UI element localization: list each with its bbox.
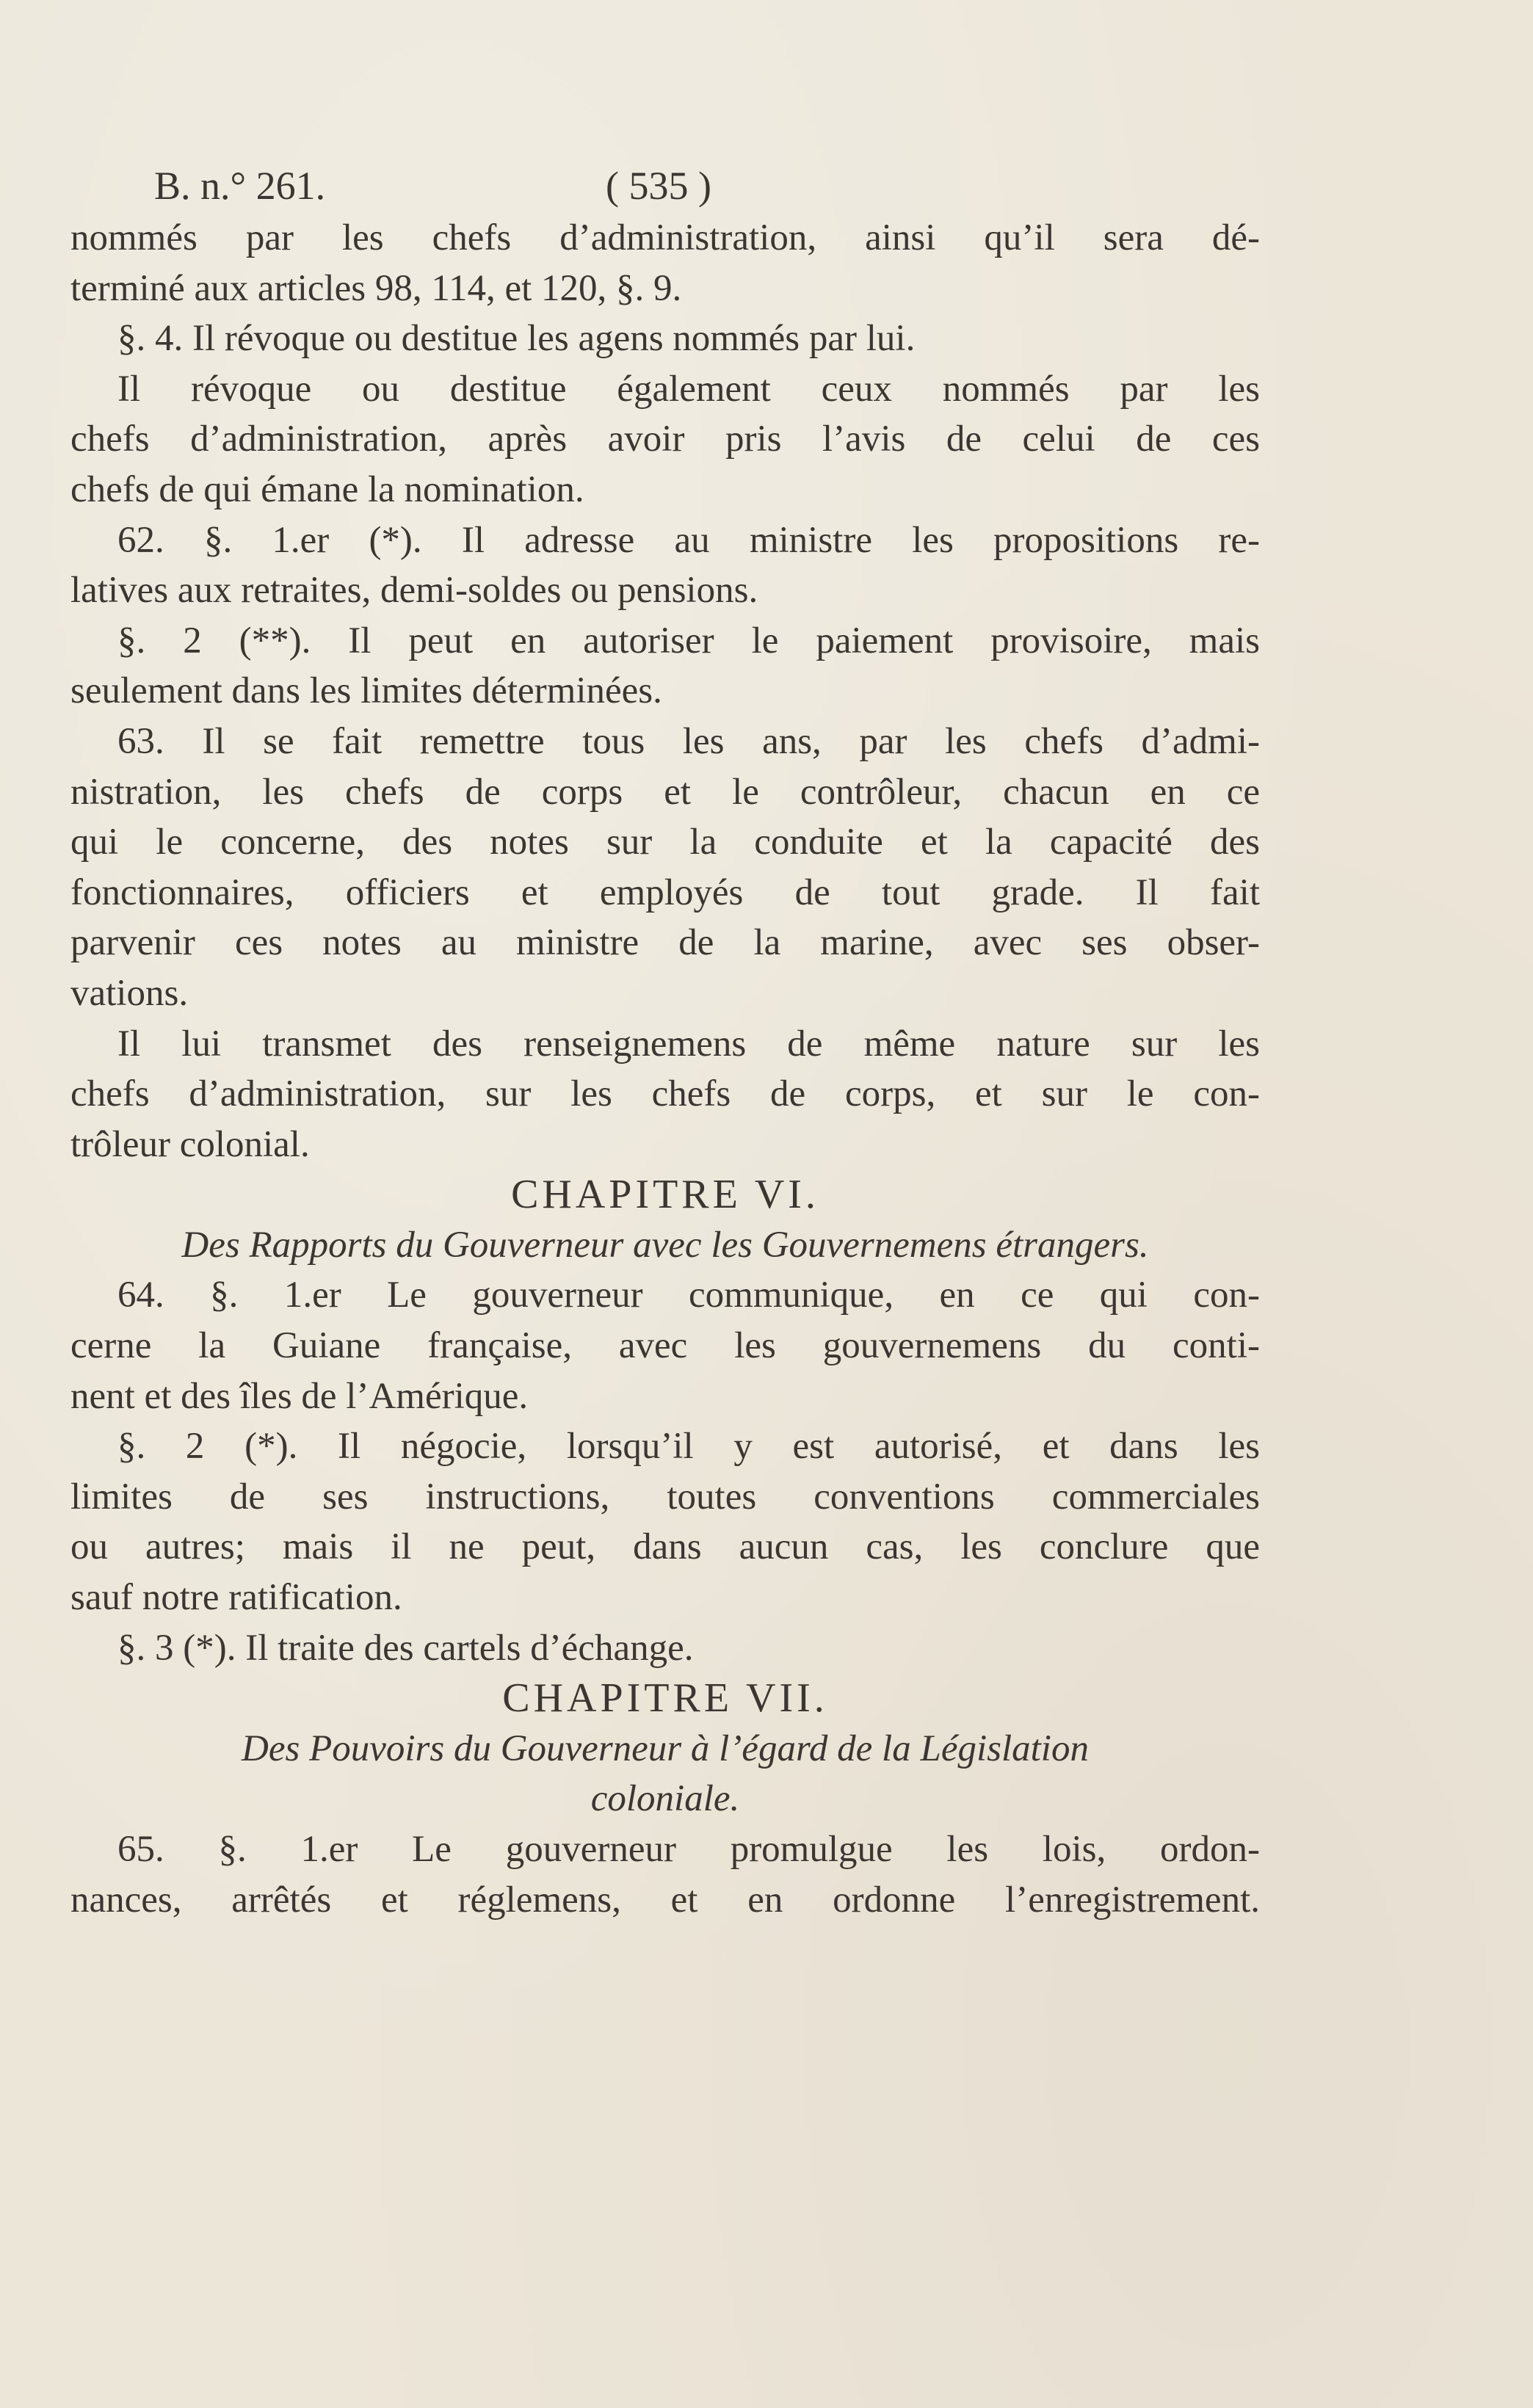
text-line: vations. bbox=[70, 972, 189, 1014]
text-line: chefs d’administration, après avoir pris l’avis de celui de ces bbox=[70, 418, 1260, 460]
text-line: §. 2 (*). Il négocie, lorsqu’il y est autorisé, et dans les bbox=[117, 1426, 1260, 1468]
bulletin-number: B. n.° 261. bbox=[154, 164, 326, 208]
text-line: ou autres; mais il ne peut, dans aucun cas, les conclure que bbox=[70, 1526, 1260, 1568]
text-line: parvenir ces notes au ministre de la marine, avec ses obser- bbox=[70, 922, 1260, 964]
text-line: §. 3 (*). Il traite des cartels d’échange. bbox=[117, 1627, 694, 1669]
text-line: latives aux retraites, demi-soldes ou pensions. bbox=[70, 570, 758, 612]
chapter-heading: CHAPITRE VII. bbox=[502, 1675, 828, 1722]
text-line: trôleur colonial. bbox=[70, 1123, 310, 1165]
text-line: Il révoque ou destitue également ceux nommés par les bbox=[117, 368, 1260, 410]
text-line: nances, arrêtés et réglemens, et en ordonne l’enregistrement. bbox=[70, 1879, 1260, 1921]
text-line: qui le concerne, des notes sur la conduite et la capacité des bbox=[70, 822, 1260, 863]
text-line: Il lui transmet des renseignemens de même nature sur les bbox=[117, 1023, 1260, 1065]
chapter-subtitle: Des Rapports du Gouverneur avec les Gouvernemens étrangers. bbox=[181, 1224, 1149, 1266]
chapter-subtitle: coloniale. bbox=[590, 1778, 740, 1820]
text-line: 63. Il se fait remettre tous les ans, par les chefs d’admi- bbox=[117, 720, 1260, 762]
text-line: 64. §. 1.er Le gouverneur communique, en ce qui con- bbox=[117, 1274, 1260, 1316]
text-line: seulement dans les limites déterminées. bbox=[70, 670, 662, 712]
text-line: chefs de qui émane la nomination. bbox=[70, 468, 584, 510]
text-line: sauf notre ratification. bbox=[70, 1577, 402, 1619]
text-line: chefs d’administration, sur les chefs de corps, et sur le con- bbox=[70, 1073, 1260, 1115]
chapter-heading: CHAPITRE VI. bbox=[511, 1172, 819, 1218]
text-line: cerne la Guiane française, avec les gouvernemens du conti- bbox=[70, 1325, 1260, 1367]
running-head bbox=[154, 163, 1255, 214]
text-line: §. 2 (**). Il peut en autoriser le paiement provisoire, mais bbox=[117, 620, 1260, 661]
text-line: nistration, les chefs de corps et le contrôleur, chacun en ce bbox=[70, 771, 1260, 813]
text-line: 62. §. 1.er (*). Il adresse au ministre les propositions re- bbox=[117, 519, 1260, 561]
page-number: ( 535 ) bbox=[606, 164, 711, 208]
body-text bbox=[70, 213, 1260, 1925]
chapter-subtitle: Des Pouvoirs du Gouverneur à l’égard de la Législation bbox=[242, 1727, 1089, 1769]
text-line: terminé aux articles 98, 114, et 120, §. 9. bbox=[70, 267, 682, 309]
text-line: §. 4. Il révoque ou destitue les agens nommés par lui. bbox=[117, 318, 916, 360]
text-line: fonctionnaires, officiers et employés de tout grade. Il fait bbox=[70, 871, 1260, 913]
text-line: nommés par les chefs d’administration, ainsi qu’il sera dé- bbox=[70, 217, 1260, 258]
text-line: 65. §. 1.er Le gouverneur promulgue les lois, ordon- bbox=[117, 1829, 1260, 1870]
text-line: nent et des îles de l’Amérique. bbox=[70, 1375, 529, 1417]
text-line: limites de ses instructions, toutes conventions commerciales bbox=[70, 1476, 1260, 1517]
